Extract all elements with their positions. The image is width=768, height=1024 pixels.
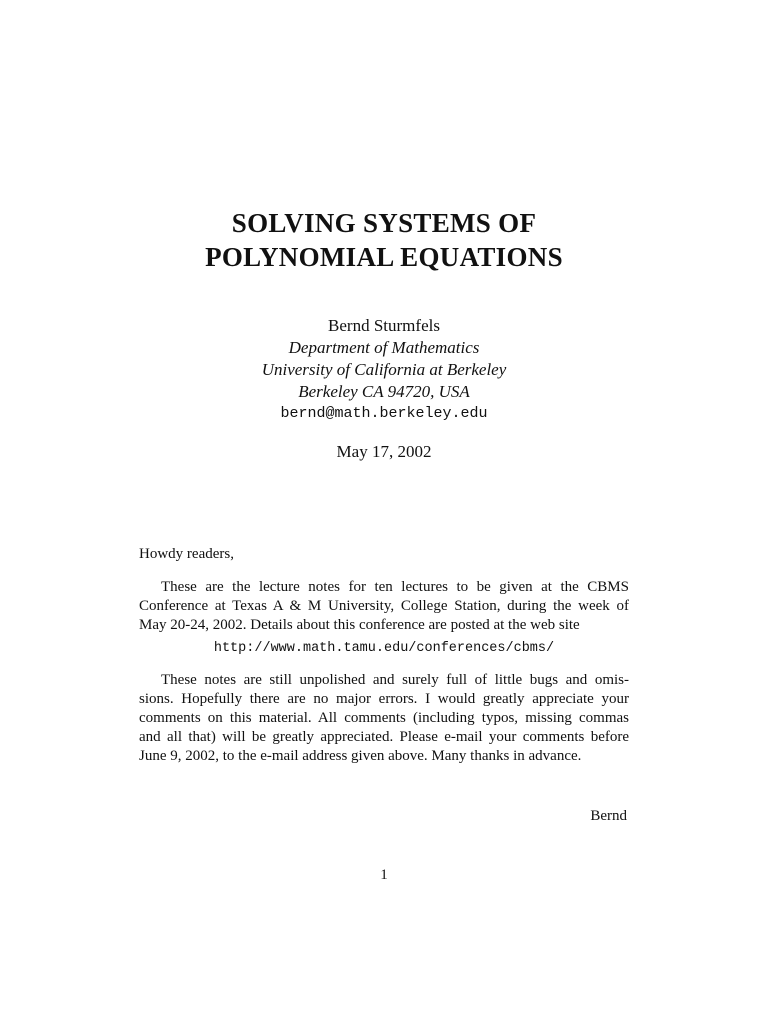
author-block [0,315,768,425]
title-line-1: SOLVING SYSTEMS OF [231,208,537,238]
paragraph-2-line-2: sions. Hopefully there are no major errors. I would greatly appreciate your [139,691,629,707]
conference-url: http://www.math.tamu.edu/conferences/cbms/ [213,641,555,656]
paper-date: May 17, 2002 [336,442,432,461]
author-email: bernd@math.berkeley.edu [280,405,488,422]
greeting: Howdy readers, [139,546,234,562]
paper-title [0,206,768,274]
signature: Bernd [590,808,627,824]
paragraph-1-line-3: May 20-24, 2002. Details about this conference are posted at the web site [139,617,580,633]
paragraph-2 [139,671,629,766]
author-department: Department of Mathematics [288,338,480,357]
paragraph-2-line-5: June 9, 2002, to the e-mail address given above. Many thanks in advance. [139,748,582,764]
author-address: Berkeley CA 94720, USA [298,382,470,401]
author-university: University of California at Berkeley [261,360,507,379]
paragraph-1-line-1: These are the lecture notes for ten lectures to be given at the CBMS [161,579,629,595]
paragraph-2-line-3: comments on this material. All comments (including typos, missing commas [139,710,629,726]
paragraph-1 [139,578,629,635]
paragraph-1-line-2: Conference at Texas A & M University, College Station, during the week of [139,598,629,614]
paragraph-2-line-4: and all that) will be greatly appreciated. Please e-mail your comments before [139,729,629,745]
page-number: 1 [380,867,388,883]
paragraph-2-line-1: These notes are still unpolished and surely full of little bugs and omis- [161,672,629,688]
title-line-2: POLYNOMIAL EQUATIONS [205,242,563,272]
author-name: Bernd Sturmfels [328,316,440,335]
